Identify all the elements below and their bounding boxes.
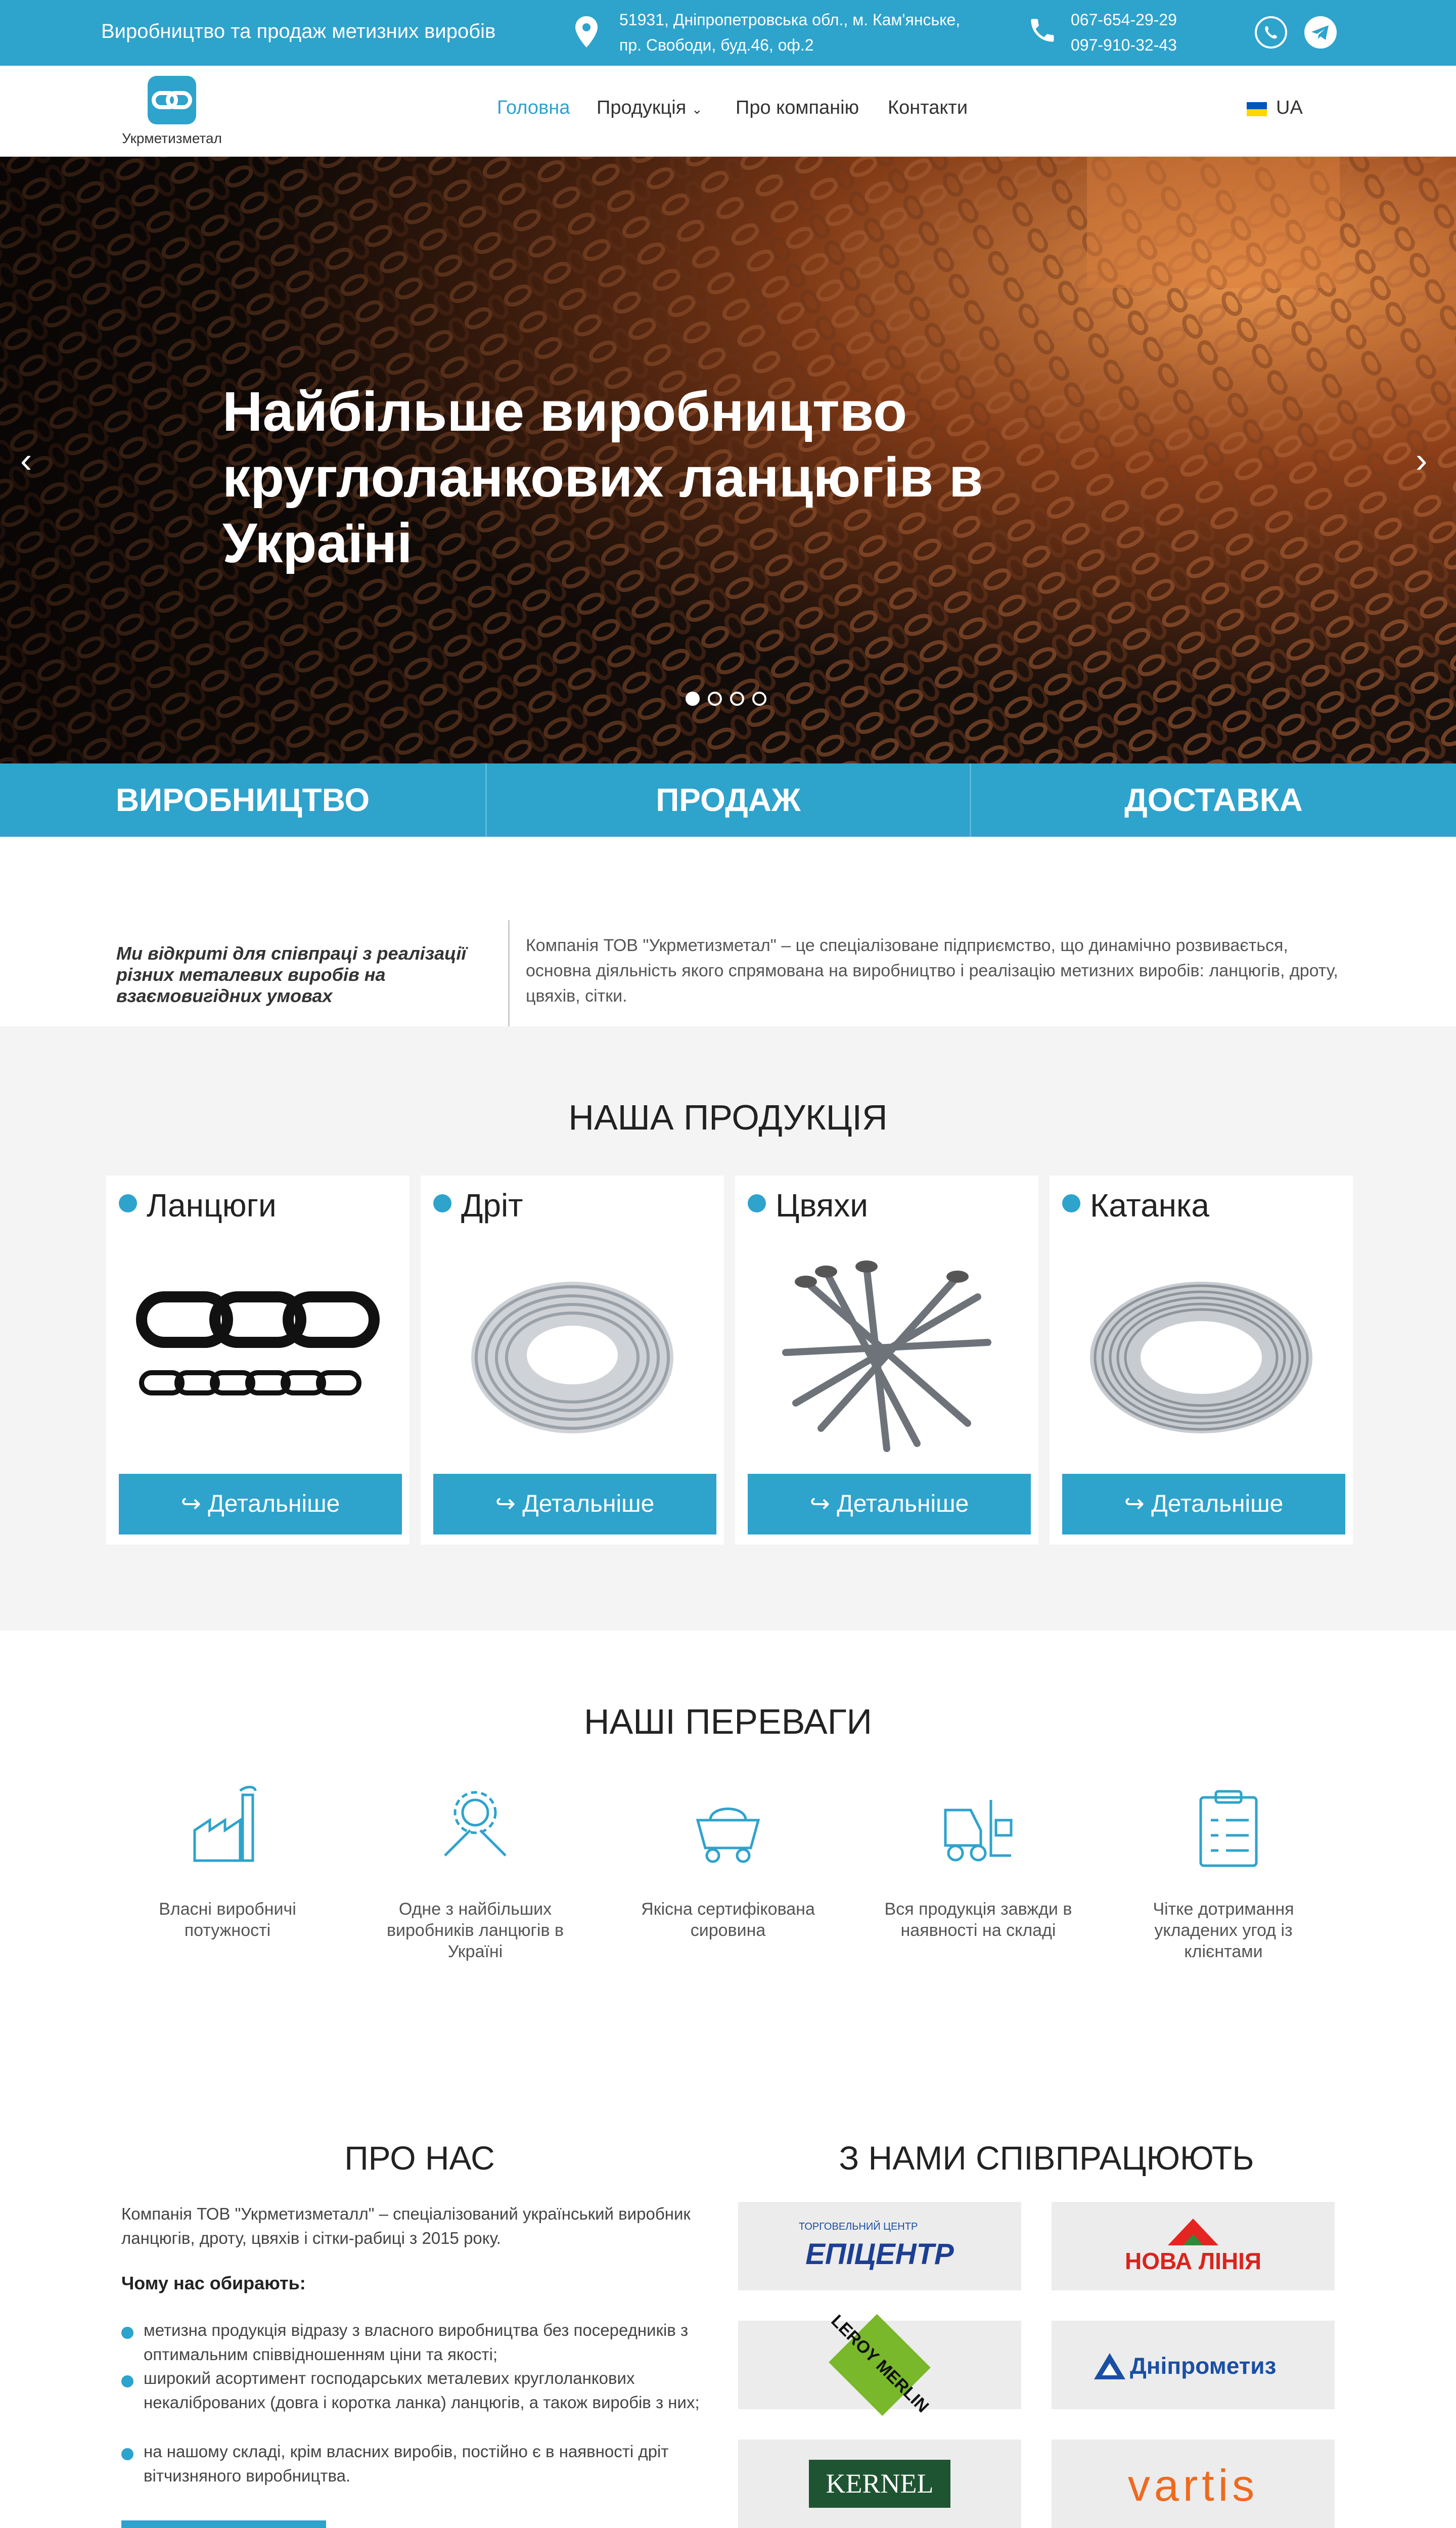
list-bullet	[121, 2375, 133, 2387]
factory-icon	[190, 1785, 265, 1866]
external-link-icon: ↪	[495, 1491, 516, 1517]
list-bullet	[121, 2448, 133, 2460]
partner-logo-leroy-merlin[interactable]	[738, 2311, 1021, 2417]
partner-name: НОВА ЛІНІЯ	[1124, 2248, 1262, 2274]
services-bar	[0, 763, 1456, 837]
nav-bar	[0, 66, 1456, 157]
logo-text[interactable]: Укрметизметал	[122, 130, 222, 146]
tab-delivery[interactable]: ДОСТАВКА	[1124, 782, 1303, 818]
details-button-label: Детальніше	[1151, 1491, 1284, 1517]
external-link-icon: ↪	[1124, 1491, 1145, 1517]
address-line2: пр. Свободи, буд.46, оф.2	[619, 36, 814, 54]
details-button-label: Детальніше	[208, 1491, 340, 1517]
advantage-text: Одне з найбільших виробників ланцюгів в Україні	[386, 1900, 564, 1961]
viber-icon[interactable]	[1254, 15, 1288, 50]
read-more-button[interactable]	[121, 2520, 326, 2528]
external-link-icon: ↪	[180, 1491, 201, 1517]
advantage-text: Вся продукція завжди в наявності на складі	[884, 1900, 1072, 1940]
product-card-wire-rod[interactable]	[1050, 1176, 1353, 1545]
forklift-icon	[935, 1790, 1016, 1866]
list-item: широкий асортимент господарських металевих круглоланкових некаліброваних (довга і коротка ланка) ланцюгів, а також виробів з них;	[144, 2369, 700, 2412]
about-title: ПРО НАС	[344, 2139, 495, 2177]
card-bullet	[433, 1194, 451, 1212]
partner-name: KERNEL	[809, 2460, 950, 2508]
slider-dot[interactable]	[708, 692, 722, 706]
details-button-label: Детальніше	[837, 1491, 969, 1517]
telegram-icon[interactable]	[1303, 15, 1338, 50]
slider-dot[interactable]	[730, 692, 744, 706]
tagline: Виробництво та продаж метизних виробів	[101, 20, 496, 42]
hero-prev-arrow[interactable]: ‹	[20, 440, 32, 480]
external-link-icon: ↪	[809, 1491, 830, 1517]
partner-name: LEROY MERLIN	[827, 2311, 933, 2417]
product-name[interactable]: Цвяхи	[776, 1187, 869, 1224]
card-bullet	[748, 1194, 766, 1212]
slider-dot[interactable]	[686, 692, 700, 706]
product-card-wire[interactable]	[421, 1176, 724, 1545]
list-item: метизна продукція відразу з власного виробництва без посередників з оптимальним співвідношенням ціни та якості;	[144, 2321, 689, 2364]
partner-name: vartis	[1127, 2460, 1259, 2510]
epicentr-subtitle: ТОРГОВЕЛЬНИЙ ЦЕНТР	[799, 2221, 918, 2232]
product-card-nails[interactable]	[735, 1176, 1038, 1545]
nav-item-products-label: Продукція	[597, 97, 687, 118]
partner-name: Дніпрометиз	[1130, 2353, 1277, 2379]
partner-logo-epicentr[interactable]	[738, 2202, 1021, 2290]
product-name[interactable]: Ланцюги	[147, 1187, 277, 1224]
address-line1: 51931, Дніпропетровська обл., м. Кам'янське,	[619, 11, 961, 29]
nav-item-home[interactable]: Головна	[497, 97, 570, 118]
details-button[interactable]	[748, 1474, 1031, 1534]
triangle-logo-icon	[1092, 2351, 1127, 2381]
details-button[interactable]	[119, 1474, 402, 1534]
minecart-icon	[690, 1790, 766, 1866]
nav-item-about[interactable]: Про компанію	[736, 97, 859, 118]
tab-sales[interactable]: ПРОДАЖ	[656, 782, 801, 818]
partner-logo-dniprometiz[interactable]	[1052, 2321, 1335, 2409]
partner-logo-vartis[interactable]	[1052, 2440, 1335, 2528]
list-bullet	[121, 2327, 133, 2339]
list-item: на нашому складі, крім власних виробів, постійно є в наявності дріт вітчизняного виробництва.	[144, 2442, 669, 2485]
top-bar	[0, 0, 1456, 66]
wire-rod-image	[1080, 1261, 1323, 1454]
advantages-title: НАШІ ПЕРЕВАГИ	[584, 1702, 872, 1741]
phone-2[interactable]: 097-910-32-43	[1071, 36, 1177, 54]
hero-title: Найбільше виробництво круглоланкових ланцюгів в Україні	[222, 381, 983, 574]
about-text: Компанія ТОВ "Укрметизметалл" – спеціалізований український виробник ланцюгів, дроту, цвяхів і сітки-рабиці з 2015 року.	[121, 2204, 691, 2247]
product-name[interactable]: Катанка	[1090, 1187, 1209, 1224]
intro-divider	[508, 920, 510, 1026]
language-switcher[interactable]: UA	[1276, 97, 1303, 118]
card-bullet	[119, 1194, 137, 1212]
ukraine-flag-icon[interactable]	[1247, 102, 1267, 116]
intro-description: Компанія ТОВ "Укрметизметал" – це спеціалізоване підприємство, що динамічно розвивається, основна діяльність якого спрямована на виробництво і реалізацію метизних виробів: ланцюгів, дроту, цвяхів, сітки.	[526, 936, 1338, 1006]
chain-image	[131, 1277, 384, 1428]
tab-production[interactable]: ВИРОБНИЦТВО	[115, 782, 370, 818]
advantage-text: Власні виробничі потужності	[159, 1900, 296, 1940]
partner-name: ЕПІЦЕНТР	[805, 2238, 954, 2271]
why-us-heading: Чому нас обирають:	[121, 2273, 306, 2293]
wire-coil-image	[456, 1251, 689, 1454]
details-button[interactable]	[1062, 1474, 1345, 1534]
slider-dot[interactable]	[752, 692, 766, 706]
house-icon	[1163, 2216, 1223, 2246]
product-name[interactable]: Дріт	[461, 1187, 523, 1224]
partners-title: З НАМИ СПІВПРАЦЮЮТЬ	[839, 2139, 1254, 2177]
details-button[interactable]	[433, 1474, 716, 1534]
chevron-down-icon: ⌄	[691, 102, 703, 117]
nav-item-products[interactable]	[597, 97, 703, 119]
advantage-text: Чітке дотримання укладених угод із клієнтами	[1153, 1900, 1294, 1961]
partner-logo-nova-liniya[interactable]	[1052, 2202, 1335, 2290]
advantage-text: Якісна сертифікована сировина	[641, 1900, 815, 1940]
products-title: НАША ПРОДУКЦІЯ	[568, 1098, 888, 1137]
hero-slider	[0, 157, 1456, 763]
product-card-chains[interactable]	[106, 1176, 410, 1545]
phone-1[interactable]: 067-654-29-29	[1071, 11, 1177, 29]
gear-wrench-icon	[435, 1785, 516, 1866]
clipboard-icon	[1191, 1787, 1266, 1868]
card-bullet	[1062, 1194, 1080, 1212]
hero-next-arrow[interactable]: ›	[1416, 440, 1428, 480]
partner-logo-kernel[interactable]	[738, 2440, 1021, 2528]
nav-item-contacts[interactable]: Контакти	[888, 97, 968, 118]
phone-icon	[1027, 15, 1058, 46]
nails-image	[765, 1251, 1008, 1464]
intro-lead: Ми відкриті для співпраці з реалізації різних металевих виробів на взаємовигідних умовах	[116, 943, 467, 1006]
location-pin-icon	[574, 15, 599, 49]
logo-icon[interactable]	[147, 75, 197, 125]
details-button-label: Детальніше	[522, 1491, 655, 1517]
